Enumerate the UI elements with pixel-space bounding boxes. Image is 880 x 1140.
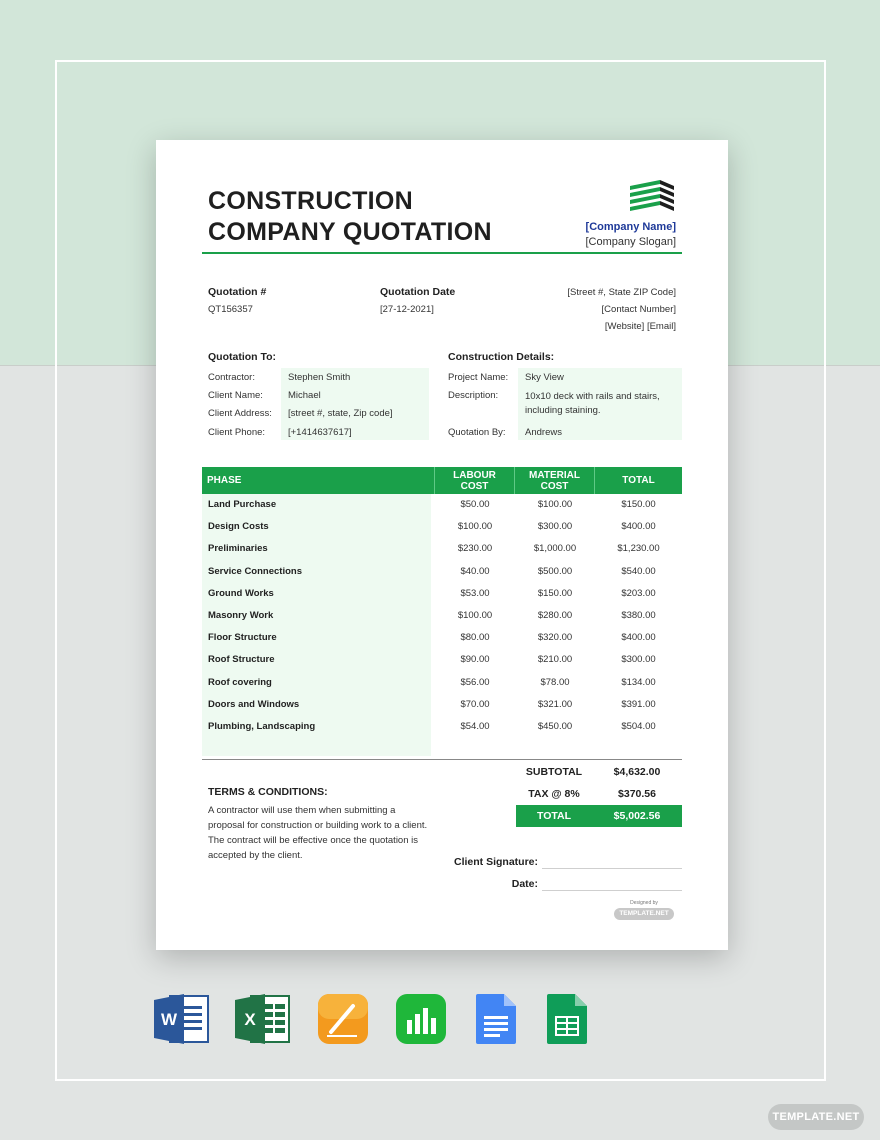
document-title [208, 186, 492, 248]
subtotal-label: SUBTOTAL [525, 766, 583, 778]
material-cost-cell: $500.00 [537, 565, 573, 577]
description-line-2: including staining. [525, 405, 601, 416]
labour-cost-cell: $54.00 [460, 721, 490, 732]
designed-by-brand: TEMPLATE.NET [614, 908, 674, 920]
designed-by-text: Designed by [630, 900, 658, 906]
header-material-line-2: COST [540, 480, 569, 492]
labour-cost-cell: $53.00 [460, 587, 490, 599]
phase-cell: Preliminaries [208, 543, 268, 555]
table-row [202, 649, 682, 671]
client-address-value: [street #, state, Zip code] [288, 408, 393, 419]
header-labour-cost [435, 467, 515, 494]
subtotal-row [516, 761, 682, 783]
quotation-document [156, 140, 728, 950]
title-line-2: COMPANY QUOTATION [208, 218, 492, 246]
project-name-value: Sky View [525, 372, 564, 383]
tax-row [516, 783, 682, 805]
table-row [202, 561, 682, 583]
tax-label: TAX @ 8% [528, 788, 580, 800]
table-row [202, 583, 682, 605]
total-cell: $400.00 [621, 632, 656, 644]
total-cell: $380.00 [621, 610, 656, 621]
client-address-label: Client Address: [208, 408, 272, 419]
company-address: [Street #, State ZIP Code] [567, 287, 676, 298]
material-cost-cell: $1,000.00 [533, 543, 577, 555]
phase-cell: Plumbing, Landscaping [208, 721, 316, 732]
client-name-value: Michael [288, 390, 321, 401]
header-phase: PHASE [202, 467, 435, 494]
client-signature-line[interactable] [542, 868, 682, 869]
svg-text:X: X [244, 1010, 256, 1029]
table-row [202, 516, 682, 538]
template-net-watermark: TEMPLATE.NET [768, 1104, 864, 1130]
client-phone-value: [+1414637617] [288, 427, 352, 438]
phase-cell: Doors and Windows [208, 698, 300, 710]
table-row [202, 538, 682, 560]
material-cost-cell: $450.00 [537, 721, 573, 732]
client-signature-label: Client Signature: [453, 856, 538, 868]
header-labour-line-2: COST [460, 480, 489, 492]
total-cell: $203.00 [621, 587, 656, 599]
table-bottom-rule [202, 759, 682, 760]
cost-table-header [202, 467, 682, 494]
total-cell: $134.00 [621, 676, 656, 688]
phase-cell: Land Purchase [208, 499, 277, 510]
labour-cost-cell: $100.00 [457, 521, 493, 533]
description-line-1: 10x10 deck with rails and stairs, [525, 391, 660, 402]
quotation-to-heading: Quotation To: [208, 351, 277, 363]
numbers-icon[interactable] [395, 992, 447, 1046]
quotation-number: QT156357 [208, 304, 253, 315]
total-cell: $391.00 [621, 698, 656, 710]
construction-details-heading: Construction Details: [448, 351, 555, 363]
quotation-number-label: Quotation # [208, 286, 267, 298]
labour-cost-cell: $56.00 [460, 676, 490, 688]
material-cost-cell: $210.00 [537, 654, 573, 666]
header-labour-line-1: LABOUR [453, 469, 496, 481]
excel-icon[interactable] [235, 992, 291, 1046]
tax-value: $370.56 [618, 788, 656, 800]
svg-text:W: W [160, 1010, 178, 1029]
terms-heading: TERMS & CONDITIONS: [208, 786, 328, 798]
project-name-label: Project Name: [448, 372, 509, 383]
phase-cell: Roof covering [208, 676, 272, 688]
phase-cell: Ground Works [208, 587, 274, 599]
total-label: TOTAL [536, 810, 572, 822]
total-cell: $150.00 [621, 499, 656, 510]
company-website-email: [Website] [Email] [604, 321, 676, 332]
contractor-value: Stephen Smith [288, 372, 351, 383]
google-sheets-icon[interactable] [545, 992, 589, 1046]
title-line-1: CONSTRUCTION [208, 187, 413, 215]
header-material-line-1: MATERIAL [529, 469, 580, 481]
terms-text: A contractor will use them when submitting a proposal for construction or building work to a client. The contract will be effective once the quotation is accepted by the client. [208, 805, 428, 861]
company-logo-icon [630, 177, 674, 215]
date-line[interactable] [542, 890, 682, 891]
total-cell: $400.00 [621, 521, 656, 533]
phase-cell: Roof Structure [208, 654, 275, 666]
phase-cell: Design Costs [208, 521, 269, 533]
labour-cost-cell: $40.00 [460, 565, 490, 577]
pages-icon[interactable] [317, 992, 369, 1046]
table-row [202, 694, 682, 716]
labour-cost-cell: $50.00 [460, 499, 490, 510]
quotation-date-label: Quotation Date [380, 286, 456, 298]
table-row [202, 716, 682, 738]
material-cost-cell: $100.00 [537, 499, 573, 510]
description-label: Description: [448, 390, 499, 401]
material-cost-cell: $300.00 [537, 521, 573, 533]
table-row [202, 672, 682, 694]
phase-cell: Service Connections [208, 565, 302, 577]
total-cell: $300.00 [621, 654, 656, 666]
total-value: $5,002.56 [613, 810, 661, 822]
material-cost-cell: $321.00 [537, 698, 573, 710]
company-slogan: [Company Slogan] [585, 236, 676, 248]
table-row [202, 494, 682, 516]
material-cost-cell: $280.00 [537, 610, 573, 621]
total-cell: $540.00 [621, 565, 656, 577]
title-divider [202, 252, 682, 254]
header-material-cost [515, 467, 595, 494]
client-phone-label: Client Phone: [208, 427, 266, 438]
contractor-label: Contractor: [208, 372, 255, 383]
date-label: Date: [511, 878, 538, 890]
company-name: [Company Name] [585, 221, 676, 233]
labour-cost-cell: $80.00 [460, 632, 490, 644]
labour-cost-cell: $230.00 [457, 543, 493, 555]
labour-cost-cell: $70.00 [460, 698, 490, 710]
quotation-by-label: Quotation By: [448, 427, 506, 438]
phase-cell: Masonry Work [208, 610, 274, 621]
material-cost-cell: $78.00 [540, 676, 570, 688]
word-icon[interactable] [154, 992, 210, 1046]
phase-cell: Floor Structure [208, 632, 277, 644]
material-cost-cell: $320.00 [537, 632, 573, 644]
company-contact-number: [Contact Number] [601, 304, 676, 315]
total-cell: $1,230.00 [617, 543, 660, 555]
labour-cost-cell: $90.00 [460, 654, 490, 666]
table-row [202, 605, 682, 627]
google-docs-icon[interactable] [474, 992, 518, 1046]
table-row [202, 627, 682, 649]
subtotal-value: $4,632.00 [613, 766, 661, 778]
quotation-date: [27-12-2021] [380, 304, 434, 315]
client-name-label: Client Name: [208, 390, 263, 401]
total-cell: $504.00 [621, 721, 656, 732]
quotation-by-value: Andrews [525, 427, 562, 438]
labour-cost-cell: $100.00 [457, 610, 493, 621]
material-cost-cell: $150.00 [537, 587, 573, 599]
total-row [516, 805, 682, 827]
header-total: TOTAL [622, 475, 655, 486]
